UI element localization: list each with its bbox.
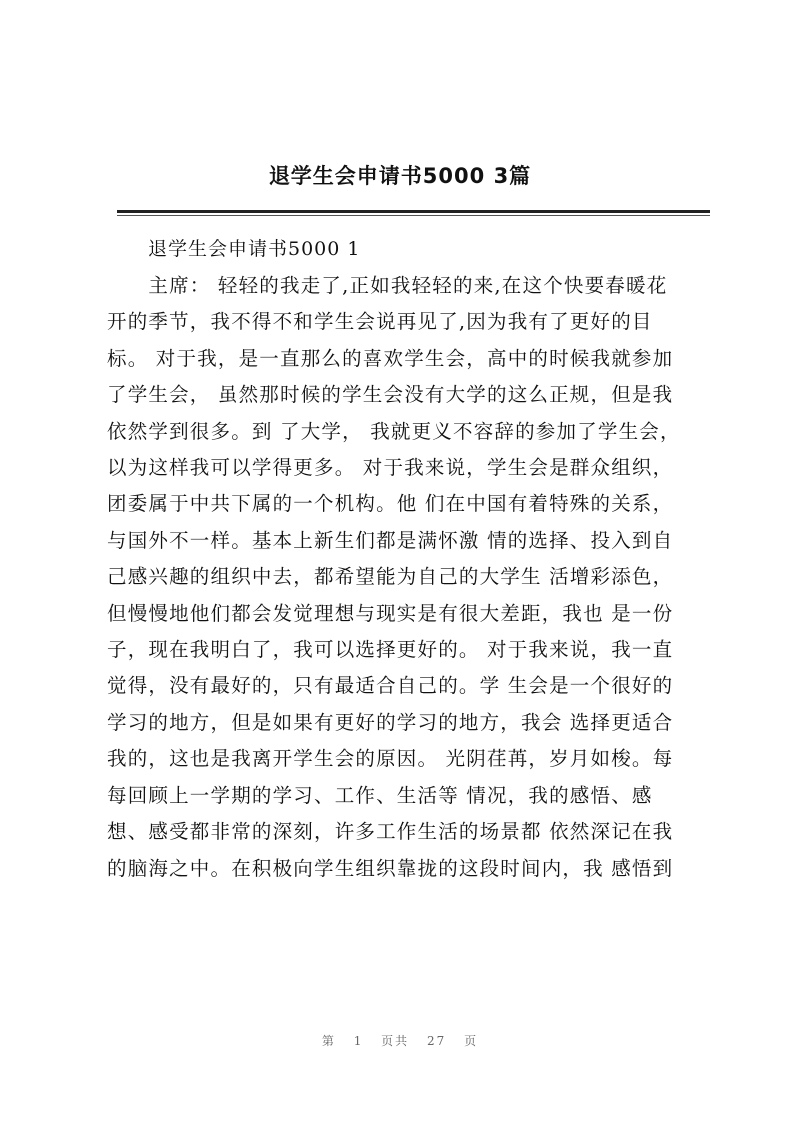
text-line: 觉得，没有最好的，只有最适合自己的。学 生会是一个很好的 [107, 674, 674, 698]
text-line: 学习的地方，但是如果有更好的学习的地方，我会 选择更适合 [107, 710, 674, 734]
text-line: 的脑海之中。在积极向学生组织靠拢的这段时间内，我 感悟到 [107, 856, 674, 880]
title-divider-thick [117, 210, 710, 213]
footer-middle: 页共 [381, 1034, 410, 1048]
text-line: 标。 对于我，是一直那么的喜欢学生会，高中的时候我就参加 [107, 346, 674, 370]
text-line: 我的，这也是我离开学生会的原因。 光阴荏苒，岁月如梭。每 [107, 747, 674, 771]
text-line: 开的季节，我不得不和学生会说再见了,因为我有了更好的目 [107, 310, 653, 334]
text-line: 了学生会， 虽然那时候的学生会没有大学的这么正规，但是我 [107, 383, 674, 407]
title-divider-thin [117, 215, 710, 216]
text-line: 团委属于中共下属的一个机构。他 们在中国有着特殊的关系， [107, 492, 674, 516]
text-line: 以为这样我可以学得更多。 对于我来说，学生会是群众组织， [107, 456, 674, 480]
document-title: 退学生会申请书5000 3篇 [268, 164, 532, 188]
text-line: 己感兴趣的组织中去，都希望能为自己的大学生 活增彩添色， [107, 565, 674, 589]
body-paragraph [107, 268, 701, 887]
text-line: 与国外不一样。基本上新生们都是满怀激 情的选择、投入到自 [107, 528, 674, 552]
current-page-number: 1 [353, 1034, 364, 1048]
text-line: 但慢慢地他们都会发觉理想与现实是有很大差距，我也 是一份 [107, 601, 674, 625]
footer-suffix: 页 [464, 1034, 479, 1048]
text-line: 想、感受都非常的深刻，许多工作生活的场景都 依然深记在我 [107, 820, 674, 844]
footer-prefix: 第 [321, 1034, 336, 1048]
total-page-count: 27 [427, 1034, 447, 1048]
text-line: 子，现在我明白了，我可以选择更好的。 对于我来说，我一直 [107, 638, 674, 662]
text-line: 每回顾上一学期的学习、工作、生活等 情况，我的感悟、感 [107, 783, 653, 807]
text-line: 依然学到很多。到 了大学， 我就更义不容辞的参加了学生会， [107, 419, 681, 443]
text-line: 主席： 轻轻的我走了,正如我轻轻的来,在这个快要春暖花 [107, 274, 668, 297]
page-footer [0, 1032, 800, 1049]
section-heading: 退学生会申请书5000 1 [148, 238, 361, 260]
